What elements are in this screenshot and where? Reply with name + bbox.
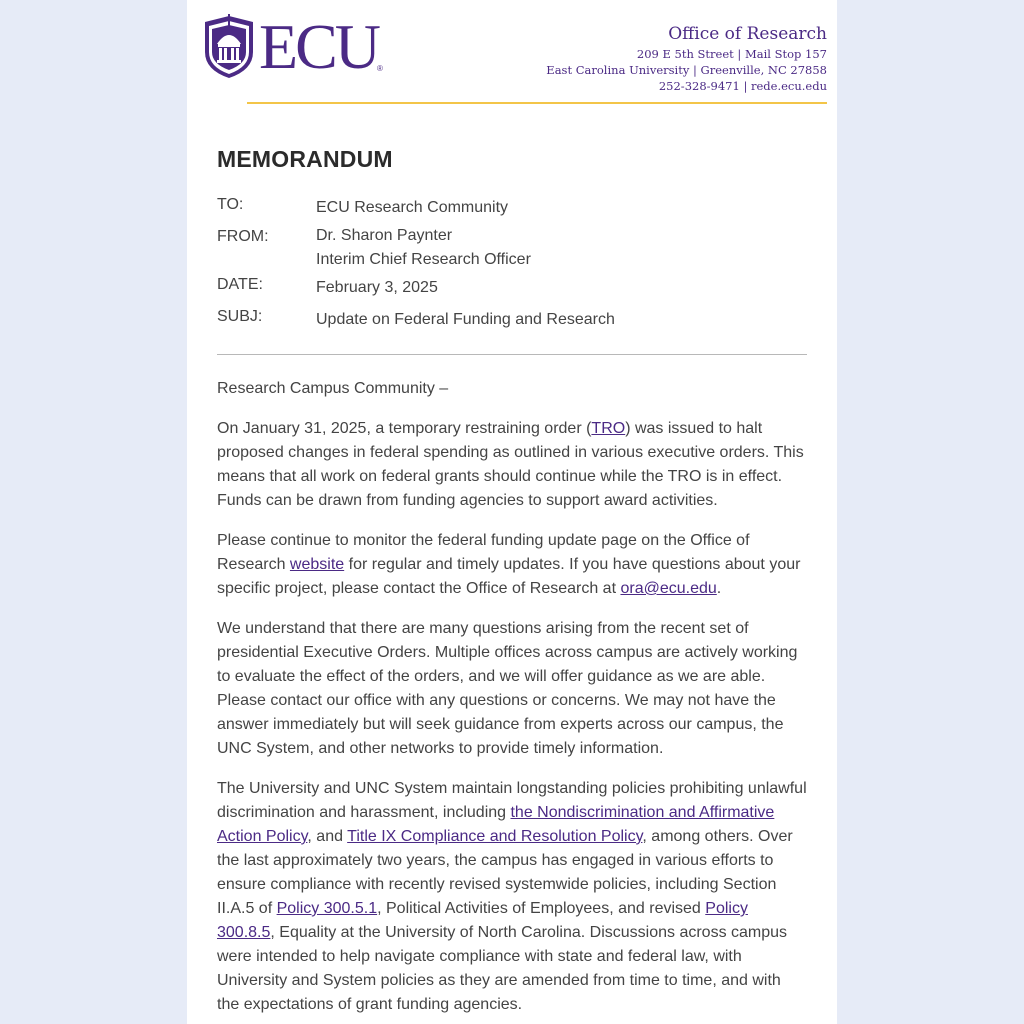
- from-value: [316, 224, 531, 272]
- office-title: Office of Research: [668, 24, 827, 44]
- from-label: FROM:: [217, 228, 269, 245]
- paragraph-updates: Please continue to monitor the federal funding update page on the Office of Research website for regular and timely updates. If you have questions about your specific project, please contact the Office of Research at ora@ecu.edu.: [217, 532, 801, 597]
- ecu-wordmark: ECU: [259, 11, 378, 82]
- greeting: Research Campus Community –: [217, 380, 449, 397]
- paragraph-tro: On January 31, 2025, a temporary restraining order (TRO) was issued to halt proposed changes in federal spending as outlined in various executive orders. This means that all work on federal grants should continue while the TRO is in effect. Funds can be drawn from funding agencies to support award activities.: [217, 420, 804, 509]
- memo-page: [187, 0, 837, 1024]
- paragraph-policies: The University and UNC System maintain longstanding policies prohibiting unlawful discrimination and harassment, including the Nondiscrimination and Affirmative Action Policy, and Title IX Compliance and Resolution Policy, among others. Over the last approximately two years, the campus has engaged in various efforts to ensure compliance with recently revised systemwide policies, including Section II.A.5 of Policy 300.5.1, Political Activities of Employees, and revised Policy 300.8.5, Equality at the University of North Carolina. Discussions across campus were intended to help navigate compliance with state and federal law, with University and System policies as they are amended from time to time, and with the expectations of grant funding agencies.: [217, 780, 807, 1013]
- subj-label: SUBJ:: [217, 308, 263, 325]
- subj-value: Update on Federal Funding and Research: [316, 311, 615, 328]
- from-name: Dr. Sharon Paynter: [316, 227, 453, 244]
- title-ix-policy-link[interactable]: Title IX Compliance and Resolution Policy: [347, 828, 643, 845]
- policy-300-8-5-link[interactable]: Policy 300.8.5: [217, 900, 748, 941]
- registered-mark: ®: [377, 64, 383, 73]
- paragraph-executive-orders: We understand that there are many questions arising from the recent set of presidential Executive Orders. Multiple offices across campus are actively working to evaluate the effect of the orders, and we will offer guidance as we are able. Please contact our office with any questions or concerns. We may not have the answer immediately but will seek guidance from experts across our campus, the UNC System, and other networks to provide timely information.: [217, 620, 798, 757]
- address-line-street: 209 E 5th Street | Mail Stop 157: [636, 47, 827, 61]
- ecu-logo[interactable]: [203, 12, 389, 82]
- memo-body: [217, 377, 807, 1024]
- to-value: ECU Research Community: [316, 199, 509, 216]
- address-line-contact: 252-328-9471 | rede.ecu.edu: [658, 79, 827, 93]
- date-label: DATE:: [217, 276, 263, 293]
- header-divider: [247, 102, 827, 104]
- date-value: February 3, 2025: [316, 279, 438, 296]
- policy-300-5-1-link[interactable]: Policy 300.5.1: [276, 900, 378, 917]
- website-link[interactable]: website: [289, 556, 345, 573]
- nondiscrimination-policy-link[interactable]: the Nondiscrimination and Affirmative Action Policy: [217, 804, 775, 845]
- memo-title: MEMORANDUM: [217, 146, 393, 172]
- from-title: Interim Chief Research Officer: [316, 251, 531, 268]
- memo-divider: [217, 354, 807, 355]
- ora-email-link[interactable]: ora@ecu.edu: [620, 580, 717, 597]
- ecu-seal-icon: [203, 12, 255, 80]
- to-label: TO:: [217, 196, 244, 213]
- tro-link[interactable]: TRO: [591, 420, 626, 437]
- office-address-block: [546, 22, 827, 94]
- address-line-city: East Carolina University | Greenville, NC 27858: [546, 63, 827, 77]
